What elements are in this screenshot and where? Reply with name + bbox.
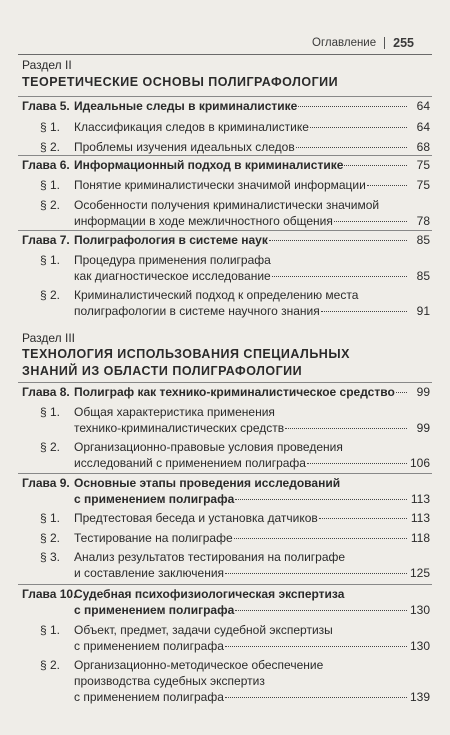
paragraph-number: § 2. — [40, 288, 61, 302]
chapter-title — [74, 586, 408, 618]
running-header — [312, 36, 414, 50]
entry-page-number: 68 — [416, 140, 430, 154]
dot-leader — [298, 106, 407, 107]
entry-page-number: 64 — [416, 120, 430, 134]
dot-leader — [225, 697, 407, 698]
paragraph-number: § 1. — [40, 120, 61, 134]
paragraph-title — [74, 622, 408, 654]
divider — [18, 96, 432, 97]
chapter-title — [74, 232, 408, 248]
divider — [18, 584, 432, 585]
entry-page-number: 118 — [410, 531, 430, 545]
title-line: Криминалистический подход к определению места — [74, 288, 359, 302]
paragraph-number: § 3. — [40, 550, 61, 564]
title-line: Организационно-методическое обеспечение — [74, 658, 324, 672]
paragraph-title — [74, 252, 408, 284]
paragraph-number: § 2. — [40, 140, 61, 154]
dot-leader — [319, 518, 407, 519]
chapter-title — [74, 384, 408, 400]
chapter-number: Глава 10. — [22, 587, 77, 601]
title-line: Тестирование на полиграфе — [74, 531, 233, 545]
paragraph-title — [74, 549, 408, 581]
paragraph-title — [74, 287, 408, 319]
title-line: с применением полиграфа — [74, 639, 224, 653]
paragraph-number: § 2. — [40, 658, 61, 672]
title-line: полиграфологии в системе научного знания — [74, 304, 320, 318]
dot-leader — [367, 185, 407, 186]
chapter-number: Глава 5. — [22, 99, 70, 113]
title-line: Идеальные следы в криминалистике — [74, 99, 298, 113]
paragraph-number: § 1. — [40, 623, 61, 637]
paragraph-title — [74, 657, 408, 705]
divider — [18, 473, 432, 474]
header-rule — [18, 54, 432, 55]
dot-leader — [344, 165, 407, 166]
title-line: и составление заключения — [74, 566, 225, 580]
title-line: технико-криминалистических средств — [74, 421, 285, 435]
part-title-line: ТЕХНОЛОГИЯ ИСПОЛЬЗОВАНИЯ СПЕЦИАЛЬНЫХ — [22, 347, 350, 361]
dot-leader — [235, 610, 407, 611]
chapter-number: Глава 9. — [22, 476, 70, 490]
title-line: как диагностическое исследование — [74, 269, 271, 283]
title-line: с применением полиграфа — [74, 603, 235, 617]
paragraph-title — [74, 530, 408, 546]
entry-page-number: 85 — [416, 269, 430, 283]
paragraph-title — [74, 510, 408, 526]
title-line: с применением полиграфа — [74, 492, 235, 506]
title-line: Полиграф как технико-криминалистическое средство — [74, 385, 395, 399]
title-line: информации в ходе межличностного общения — [74, 214, 333, 228]
paragraph-number: § 1. — [40, 178, 61, 192]
title-line: Процедура применения полиграфа — [74, 253, 271, 267]
entry-page-number: 64 — [416, 99, 430, 113]
divider — [18, 382, 432, 383]
entry-page-number: 85 — [416, 233, 430, 247]
dot-leader — [225, 646, 407, 647]
dot-leader — [396, 392, 407, 393]
entry-page-number: 130 — [409, 639, 430, 653]
chapter-title — [74, 98, 408, 114]
title-line: Организационно-правовые условия проведения — [74, 440, 343, 454]
dot-leader — [269, 240, 407, 241]
divider — [18, 230, 432, 231]
paragraph-title — [74, 404, 408, 436]
paragraph-title — [74, 439, 408, 471]
title-line: исследований с применением полиграфа — [74, 456, 306, 470]
divider — [18, 155, 432, 156]
part-label: Раздел II — [22, 58, 72, 72]
chapter-number: Глава 8. — [22, 385, 70, 399]
paragraph-title — [74, 177, 408, 193]
entry-page-number: 91 — [416, 304, 430, 318]
title-line: Судебная психофизиологическая экспертиза — [74, 587, 345, 601]
title-line: Понятие криминалистически значимой информации — [74, 178, 366, 192]
dot-leader — [234, 538, 407, 539]
entry-page-number: 75 — [416, 158, 430, 172]
entry-page-number: 78 — [416, 214, 430, 228]
dot-leader — [321, 311, 407, 312]
entry-page-number: 106 — [409, 456, 430, 470]
paragraph-number: § 1. — [40, 253, 61, 267]
header-separator — [384, 37, 385, 49]
title-line: Основные этапы проведения исследований — [74, 476, 341, 490]
title-line: Общая характеристика применения — [74, 405, 275, 419]
paragraph-title — [74, 197, 408, 229]
chapter-title — [74, 475, 408, 507]
title-line: Анализ результатов тестирования на полиграфе — [74, 550, 346, 564]
chapter-number: Глава 6. — [22, 158, 70, 172]
title-line: Объект, предмет, задачи судебной экспертизы — [74, 623, 333, 637]
part-title-line: ЗНАНИЙ ИЗ ОБЛАСТИ ПОЛИГРАФОЛОГИИ — [22, 364, 303, 378]
entry-page-number: 99 — [416, 421, 430, 435]
entry-page-number: 125 — [409, 566, 430, 580]
paragraph-number: § 2. — [40, 531, 61, 545]
entry-page-number: 130 — [409, 603, 430, 617]
part-title-line: ТЕОРЕТИЧЕСКИЕ ОСНОВЫ ПОЛИГРАФОЛОГИИ — [22, 75, 339, 89]
paragraph-number: § 2. — [40, 198, 61, 212]
paragraph-number: § 1. — [40, 511, 61, 525]
entry-page-number: 113 — [410, 492, 430, 506]
dot-leader — [296, 147, 407, 148]
chapter-title — [74, 157, 408, 173]
title-line: Проблемы изучения идеальных следов — [74, 140, 295, 154]
title-line: Полиграфология в системе наук — [74, 233, 268, 247]
part-label: Раздел III — [22, 331, 75, 345]
dot-leader — [307, 463, 407, 464]
dot-leader — [235, 499, 407, 500]
entry-page-number: 139 — [409, 690, 430, 704]
title-line: Предтестовая беседа и установка датчиков — [74, 511, 318, 525]
paragraph-title — [74, 119, 408, 135]
paragraph-number: § 1. — [40, 405, 61, 419]
dot-leader — [310, 127, 407, 128]
paragraph-number: § 2. — [40, 440, 61, 454]
part-title — [22, 74, 338, 91]
entry-page-number: 75 — [416, 178, 430, 192]
part-title — [22, 346, 350, 380]
running-header-title: Оглавление — [312, 37, 377, 49]
dot-leader — [334, 221, 407, 222]
title-line: производства судебных экспертиз — [74, 674, 265, 688]
dot-leader — [225, 573, 407, 574]
title-line: с применением полиграфа — [74, 690, 224, 704]
dot-leader — [272, 276, 407, 277]
chapter-number: Глава 7. — [22, 233, 70, 247]
title-line: Классификация следов в криминалистике — [74, 120, 309, 134]
entry-page-number: 113 — [410, 511, 430, 525]
title-line: Особенности получения криминалистически значимой — [74, 198, 380, 212]
page-number: 255 — [393, 36, 414, 50]
title-line: Информационный подход в криминалистике — [74, 158, 344, 172]
paragraph-title — [74, 139, 408, 155]
dot-leader — [285, 428, 407, 429]
entry-page-number: 99 — [416, 385, 430, 399]
